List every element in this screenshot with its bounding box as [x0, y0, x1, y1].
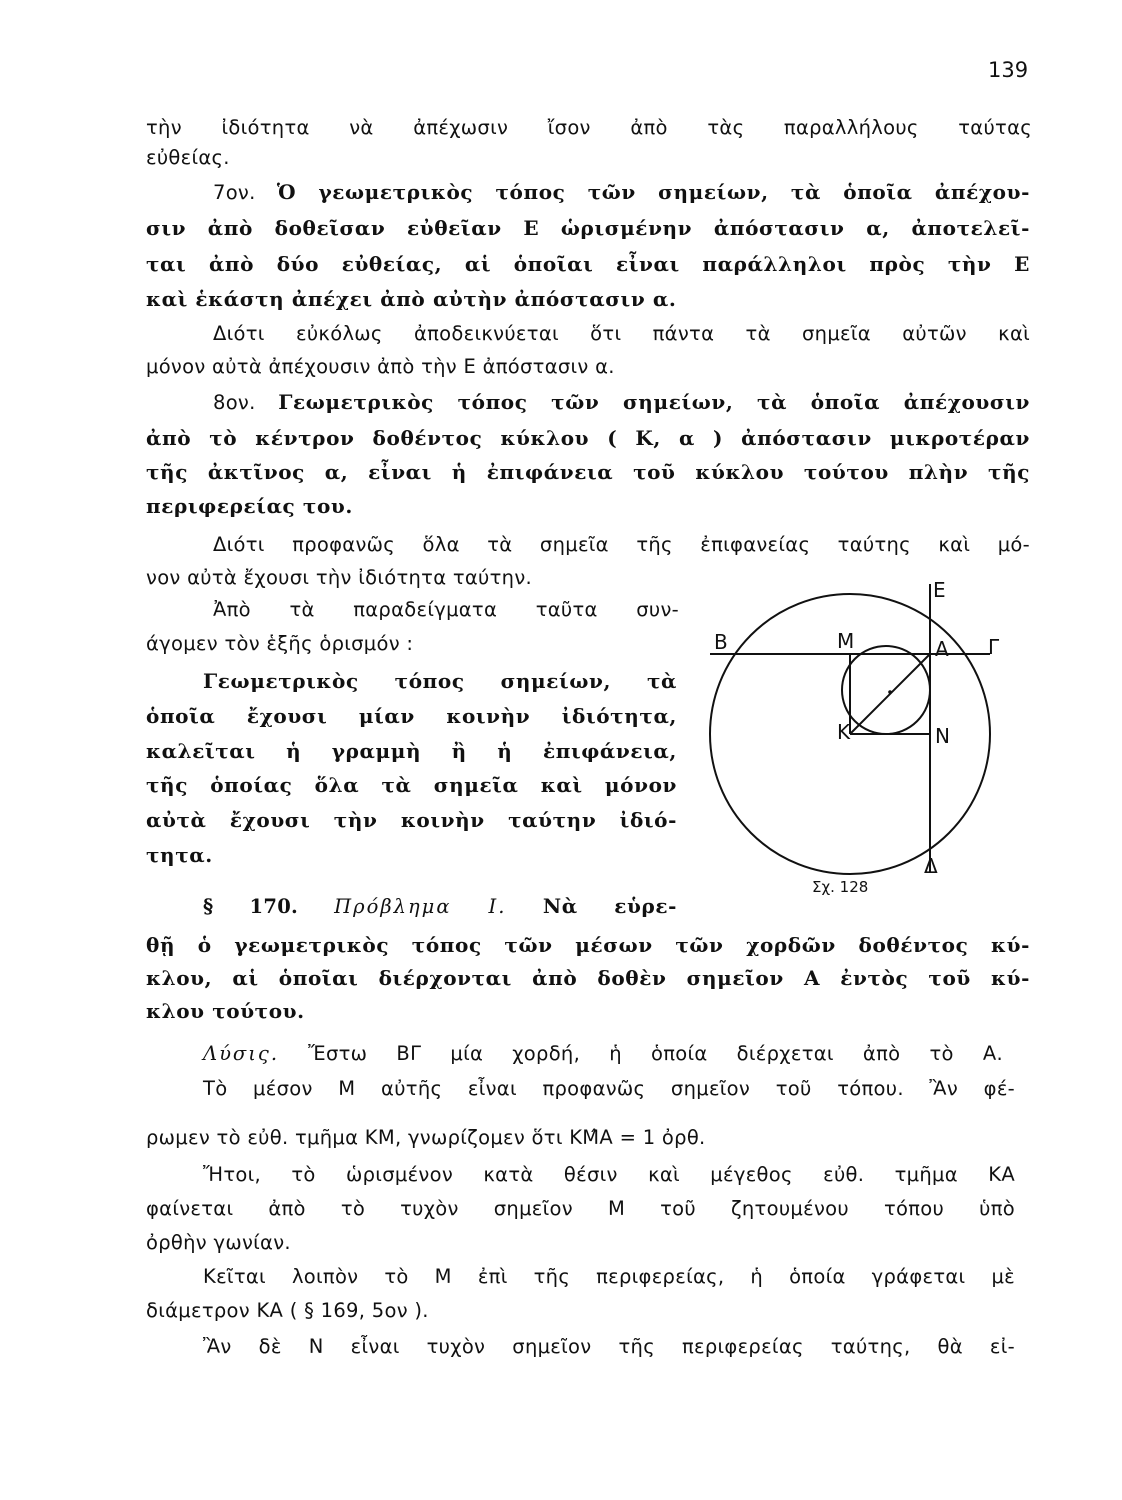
text-line-21: αὐτὰ ἔχουσι τὴν κοινὴν ταύτην ἰδιό-	[146, 808, 677, 832]
text-line-16: άγομεν τὸν ἑξῆς ὁρισμόν :	[146, 632, 414, 655]
label-E: Ε	[933, 578, 946, 602]
text-line-4: σιν ἀπὸ δοθεῖσαν εὐθεῖαν Ε ὡρισμένην ἀπόστασιν α, ἀποτελεῖ-	[146, 216, 1030, 240]
segment-KA	[850, 654, 930, 734]
text-line-35: Ἂν δὲ Ν εἶναι τυχὸν σημεῖον τῆς περιφερείας ταύτης, θὰ εἰ-	[203, 1335, 1015, 1358]
label-N: Ν	[935, 724, 950, 748]
text-line-22: τητα.	[146, 843, 213, 867]
label-B: Β	[714, 630, 728, 654]
inner-center-dot	[888, 690, 892, 694]
text-line-29: ρωμεν τὸ εὐθ. τμῆμα ΚΜ, γνωρίζομεν ὅτι ΚΜ̂Α = 1 ὀρθ.	[146, 1126, 706, 1149]
text-line-14: νον αὐτὰ ἔχουσι τὴν ἰδιότητα ταύτην.	[146, 566, 533, 589]
label-A: Α	[935, 637, 949, 661]
text-line-7: Διότι εὐκόλως ἀποδεικνύεται ὅτι πάντα τὰ σημεῖα αὐτῶν καὶ	[213, 322, 1030, 345]
text-line-27	[203, 1042, 1003, 1065]
text-line-3	[213, 180, 1030, 204]
text-line-24: θῇ ὁ γεωμετρικὸς τόπος τῶν μέσων τῶν χορδῶν δοθέντος κύ-	[146, 933, 1030, 957]
text-line-19: καλεῖται ἡ γραμμὴ ἢ ἡ ἐπιφάνεια,	[146, 739, 677, 763]
bold-statement-7: Ὁ γεωμετρικὸς τόπος τῶν σημείων, τὰ ὁποῖα ἀπέχου-	[276, 180, 1030, 204]
bold-statement-8: Γεωμετρικὸς τόπος τῶν σημείων, τὰ ὁποῖα ἀπέχουσιν	[278, 390, 1030, 414]
text-line-25: κλου, αἱ ὁποῖαι διέρχονται ἀπὸ δοθὲν σημεῖον Α ἐντὸς τοῦ κύ-	[146, 966, 1030, 990]
text-line-6: καὶ ἑκάστη ἀπέχει ἀπὸ αὐτὴν ἀπόστασιν α.	[146, 287, 677, 311]
text-line-32: ὀρθὴν γωνίαν.	[146, 1231, 291, 1254]
geometry-figure	[700, 574, 1020, 904]
text-line-12: περιφερείας του.	[146, 494, 353, 518]
item-number-8: 8ον.	[213, 391, 279, 414]
problem-heading: Πρόβλημα Ι.	[334, 895, 507, 918]
label-K: Κ	[837, 720, 851, 744]
text-line-13: Διότι προφανῶς ὅλα τὰ σημεῖα τῆς ἐπιφανείας ταύτης καὶ μό-	[213, 533, 1030, 556]
text-line-26: κλου τούτου.	[146, 999, 305, 1023]
label-M: Μ	[837, 629, 855, 653]
solution-heading: Λύσις.	[203, 1042, 280, 1065]
text-line-8: μόνον αὐτὰ ἀπέχουσιν ἀπὸ τὴν Ε ἀπόστασιν α.	[146, 355, 615, 378]
solution-text: Ἔστω ΒΓ μία χορδή, ἡ ὁποία διέρχεται ἀπὸ τὸ Α.	[279, 1042, 1003, 1065]
text-line-2: εὐθείας.	[146, 146, 230, 169]
text-line-5: ται ἀπὸ δύο εὐθείας, αἱ ὁποῖαι εἶναι παράλληλοι πρὸς τὴν Ε	[146, 252, 1030, 276]
section-number: § 170.	[203, 895, 335, 918]
inner-circle	[842, 646, 930, 734]
text-line-15: Ἀπὸ τὰ παραδείγματα ταῦτα συν-	[213, 598, 679, 621]
text-line-11: τῆς ἀκτῖνος α, εἶναι ἡ ἐπιφάνεια τοῦ κύκλου τούτου πλὴν τῆς	[146, 460, 1030, 484]
item-number-7: 7ον.	[213, 181, 277, 204]
text-line-33: Κεῖται λοιπὸν τὸ Μ ἐπὶ τῆς περιφερείας, ἡ ὁποία γράφεται μὲ	[203, 1265, 1015, 1288]
text-line-10: ἀπὸ τὸ κέντρον δοθέντος κύκλου ( Κ, α ) ἀπόστασιν μικροτέραν	[146, 426, 1030, 450]
text-line-9	[213, 390, 1030, 414]
text-line-18: ὁποῖα ἔχουσι μίαν κοινὴν ἰδιότητα,	[146, 704, 677, 728]
text-line-20: τῆς ὁποίας ὅλα τὰ σημεῖα καὶ μόνον	[146, 773, 677, 797]
problem-statement-start: Νὰ εὑρε-	[506, 894, 678, 918]
text-line-23	[203, 894, 677, 918]
text-line-30: Ἤτοι, τὸ ὡρισμένον κατὰ θέσιν καὶ μέγεθος εὐθ. τμῆμα ΚΑ	[203, 1163, 1015, 1186]
text-line-17: Γεωμετρικὸς τόπος σημείων, τὰ	[203, 669, 677, 693]
text-line-1: τὴν ἰδιότητα νὰ ἀπέχωσιν ἴσον ἀπὸ τὰς παραλλήλους ταύτας	[146, 116, 1032, 139]
figure-drawing	[700, 574, 1020, 904]
text-line-28: Τὸ μέσον Μ αὐτῆς εἶναι προφανῶς σημεῖον τοῦ τόπου. Ἂν φέ-	[203, 1077, 1015, 1100]
figure-caption: Σχ. 128	[812, 878, 869, 896]
text-line-34: διάμετρον ΚΑ ( § 169, 5ον ).	[146, 1299, 429, 1322]
page-number: 139	[988, 58, 1029, 82]
label-G: Γ	[988, 635, 1000, 659]
text-line-31: φαίνεται ἀπὸ τὸ τυχὸν σημεῖον Μ τοῦ ζητουμένου τόπου ὑπὸ	[146, 1197, 1015, 1220]
label-D: Δ	[924, 854, 938, 878]
